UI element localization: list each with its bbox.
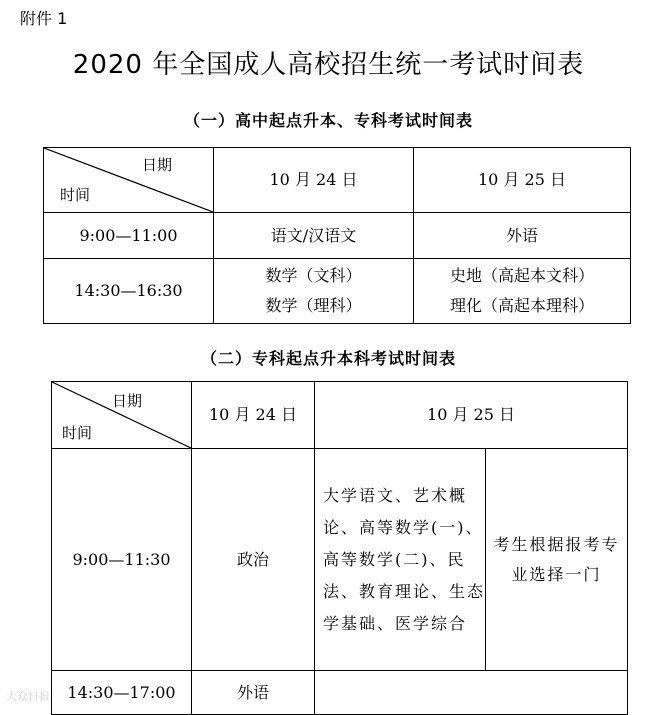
- subject-cell: 语文/汉语文: [214, 213, 414, 259]
- note-cell: 考生根据报考专业选择一门: [486, 449, 628, 671]
- exam-schedule-table-2: [51, 381, 628, 715]
- subject-cell: [214, 259, 414, 324]
- header-day1: 10 月 24 日: [192, 382, 315, 449]
- header-time-label: 时间: [60, 186, 91, 204]
- header-corner-cell: [44, 148, 214, 213]
- header-corner-cell: [52, 382, 192, 449]
- header-date-label: 日期: [112, 392, 143, 410]
- header-date-label: 日期: [142, 156, 173, 174]
- subject-cell: 政治: [192, 449, 315, 671]
- subject-cell: 外语: [414, 213, 631, 259]
- page-title: 2020 年全国成人高校招生统一考试时间表: [72, 50, 585, 80]
- header-day2: 10 月 25 日: [315, 382, 628, 449]
- subject-cell: 外语: [192, 671, 315, 715]
- time-cell: 9:00—11:30: [52, 449, 192, 671]
- subject-line: 数学（文科）: [265, 266, 362, 285]
- subject-cell: [414, 259, 631, 324]
- subject-cell: [315, 671, 628, 715]
- subject-line: 史地（高起本文科）: [449, 266, 594, 285]
- subject-line: 理化（高起本理科）: [449, 296, 594, 315]
- time-cell: 14:30—17:00: [52, 671, 192, 715]
- time-cell: 14:30—16:30: [44, 259, 214, 324]
- attachment-label: 附件 1: [20, 9, 68, 28]
- header-time-label: 时间: [62, 424, 93, 442]
- section-title-1: （一）高中起点升本、专科考试时间表: [183, 111, 473, 130]
- time-cell: 9:00—11:00: [44, 213, 214, 259]
- section-title-2: （二）专科起点升本科考试时间表: [200, 349, 456, 368]
- watermark-logo: 大众日报: [6, 690, 50, 703]
- header-day1: 10 月 24 日: [214, 148, 414, 213]
- header-day2: 10 月 25 日: [414, 148, 631, 213]
- subject-list-cell: 大学语文、艺术概论、高等数学(一)、高等数学(二)、民法、教育理论、生态学基础、医学综合: [315, 449, 486, 671]
- subject-line: 数学（理科）: [265, 296, 362, 315]
- exam-schedule-table-1: [43, 147, 631, 324]
